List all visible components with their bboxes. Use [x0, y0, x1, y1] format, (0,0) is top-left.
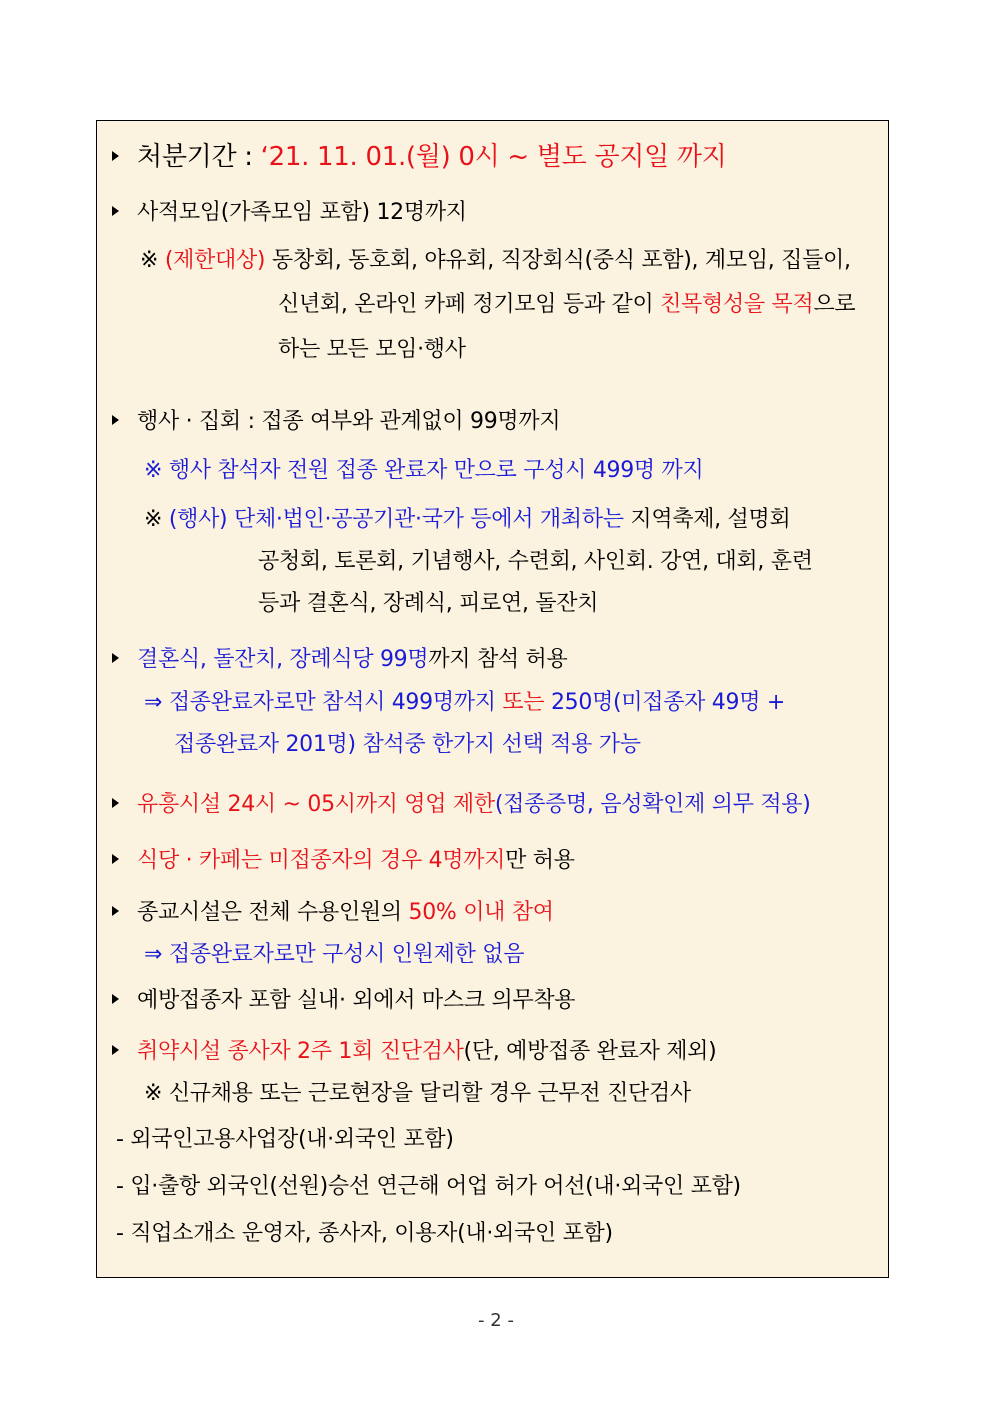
events-line: 행사 · 집회 : 접종 여부와 관계없이 99명까지 [112, 404, 560, 435]
events-note2-line3: 등과 결혼식, 장례식, 피로연, 돌잔치 [258, 591, 599, 616]
bullet-triangle-icon [112, 994, 119, 1004]
bullet-triangle-icon [112, 653, 119, 663]
vulnerable-note: ※ 신규채용 또는 근로현장을 달리할 경우 근무전 진단검사 [144, 1081, 691, 1106]
restaurant-line: 식당 · 카페는 미접종자의 경우 4명까지만 허용 [112, 843, 575, 874]
private-note-line1: ※ (제한대상) 동창회, 동호회, 야유회, 직장회식(중식 포함), 계모임, 집들이, [140, 248, 851, 273]
bullet-triangle-icon [112, 206, 119, 216]
bullet-triangle-icon [112, 415, 119, 425]
vulnerable-item: - 직업소개소 운영자, 종사자, 이용자(내·외국인 포함) [116, 1221, 613, 1246]
private-gathering-line: 사적모임(가족모임 포함) 12명까지 [112, 195, 467, 226]
bullet-triangle-icon [112, 906, 119, 916]
vulnerable-item: - 입·출항 외국인(선원)승선 연근해 어업 허가 어선(내·외국인 포함) [116, 1174, 741, 1199]
bullet-triangle-icon [112, 798, 119, 808]
wedding-line: 결혼식, 돌잔치, 장례식당 99명까지 참석 허용 [112, 642, 567, 673]
wedding-sub1: ⇒ 접종완료자로만 참석시 499명까지 또는 250명(미접종자 49명 + [144, 690, 785, 715]
religious-line: 종교시설은 전체 수용인원의 50% 이내 참여 [112, 895, 554, 926]
period-value: ‘21. 11. 01.(월) 0시 ~ 별도 공지일 까지 [260, 142, 727, 172]
bullet-triangle-icon [112, 151, 119, 161]
wedding-sub2: 접종완료자 201명) 참석중 한가지 선택 적용 가능 [174, 732, 641, 757]
events-note1: ※ 행사 참석자 전원 접종 완료자 만으로 구성시 499명 까지 [144, 458, 704, 483]
vulnerable-line: 취약시설 종사자 2주 1회 진단검사(단, 예방접종 완료자 제외) [112, 1034, 716, 1065]
private-note-line3: 하는 모든 모임·행사 [278, 337, 466, 362]
events-note2-line2: 공청회, 토론회, 기념행사, 수련회, 사인회. 강연, 대회, 훈련 [258, 549, 813, 574]
page-number: - 2 - [478, 1310, 514, 1331]
bullet-triangle-icon [112, 854, 119, 864]
vulnerable-item: - 외국인고용사업장(내·외국인 포함) [116, 1127, 454, 1152]
mask-line: 예방접종자 포함 실내· 외에서 마스크 의무착용 [112, 983, 575, 1014]
entertainment-line: 유흥시설 24시 ~ 05시까지 영업 제한(접종증명, 음성확인제 의무 적용) [112, 787, 811, 818]
period-line: 처분기간 : ‘21. 11. 01.(월) 0시 ~ 별도 공지일 까지 [112, 136, 727, 173]
events-note2-line1: ※ (행사) 단체·법인·공공기관·국가 등에서 개최하는 지역축제, 설명회 [144, 507, 791, 532]
bullet-triangle-icon [112, 1045, 119, 1055]
private-note-line2: 신년회, 온라인 카페 정기모임 등과 같이 친목형성을 목적으로 [278, 292, 856, 317]
religious-sub: ⇒ 접종완료자로만 구성시 인원제한 없음 [144, 942, 525, 967]
